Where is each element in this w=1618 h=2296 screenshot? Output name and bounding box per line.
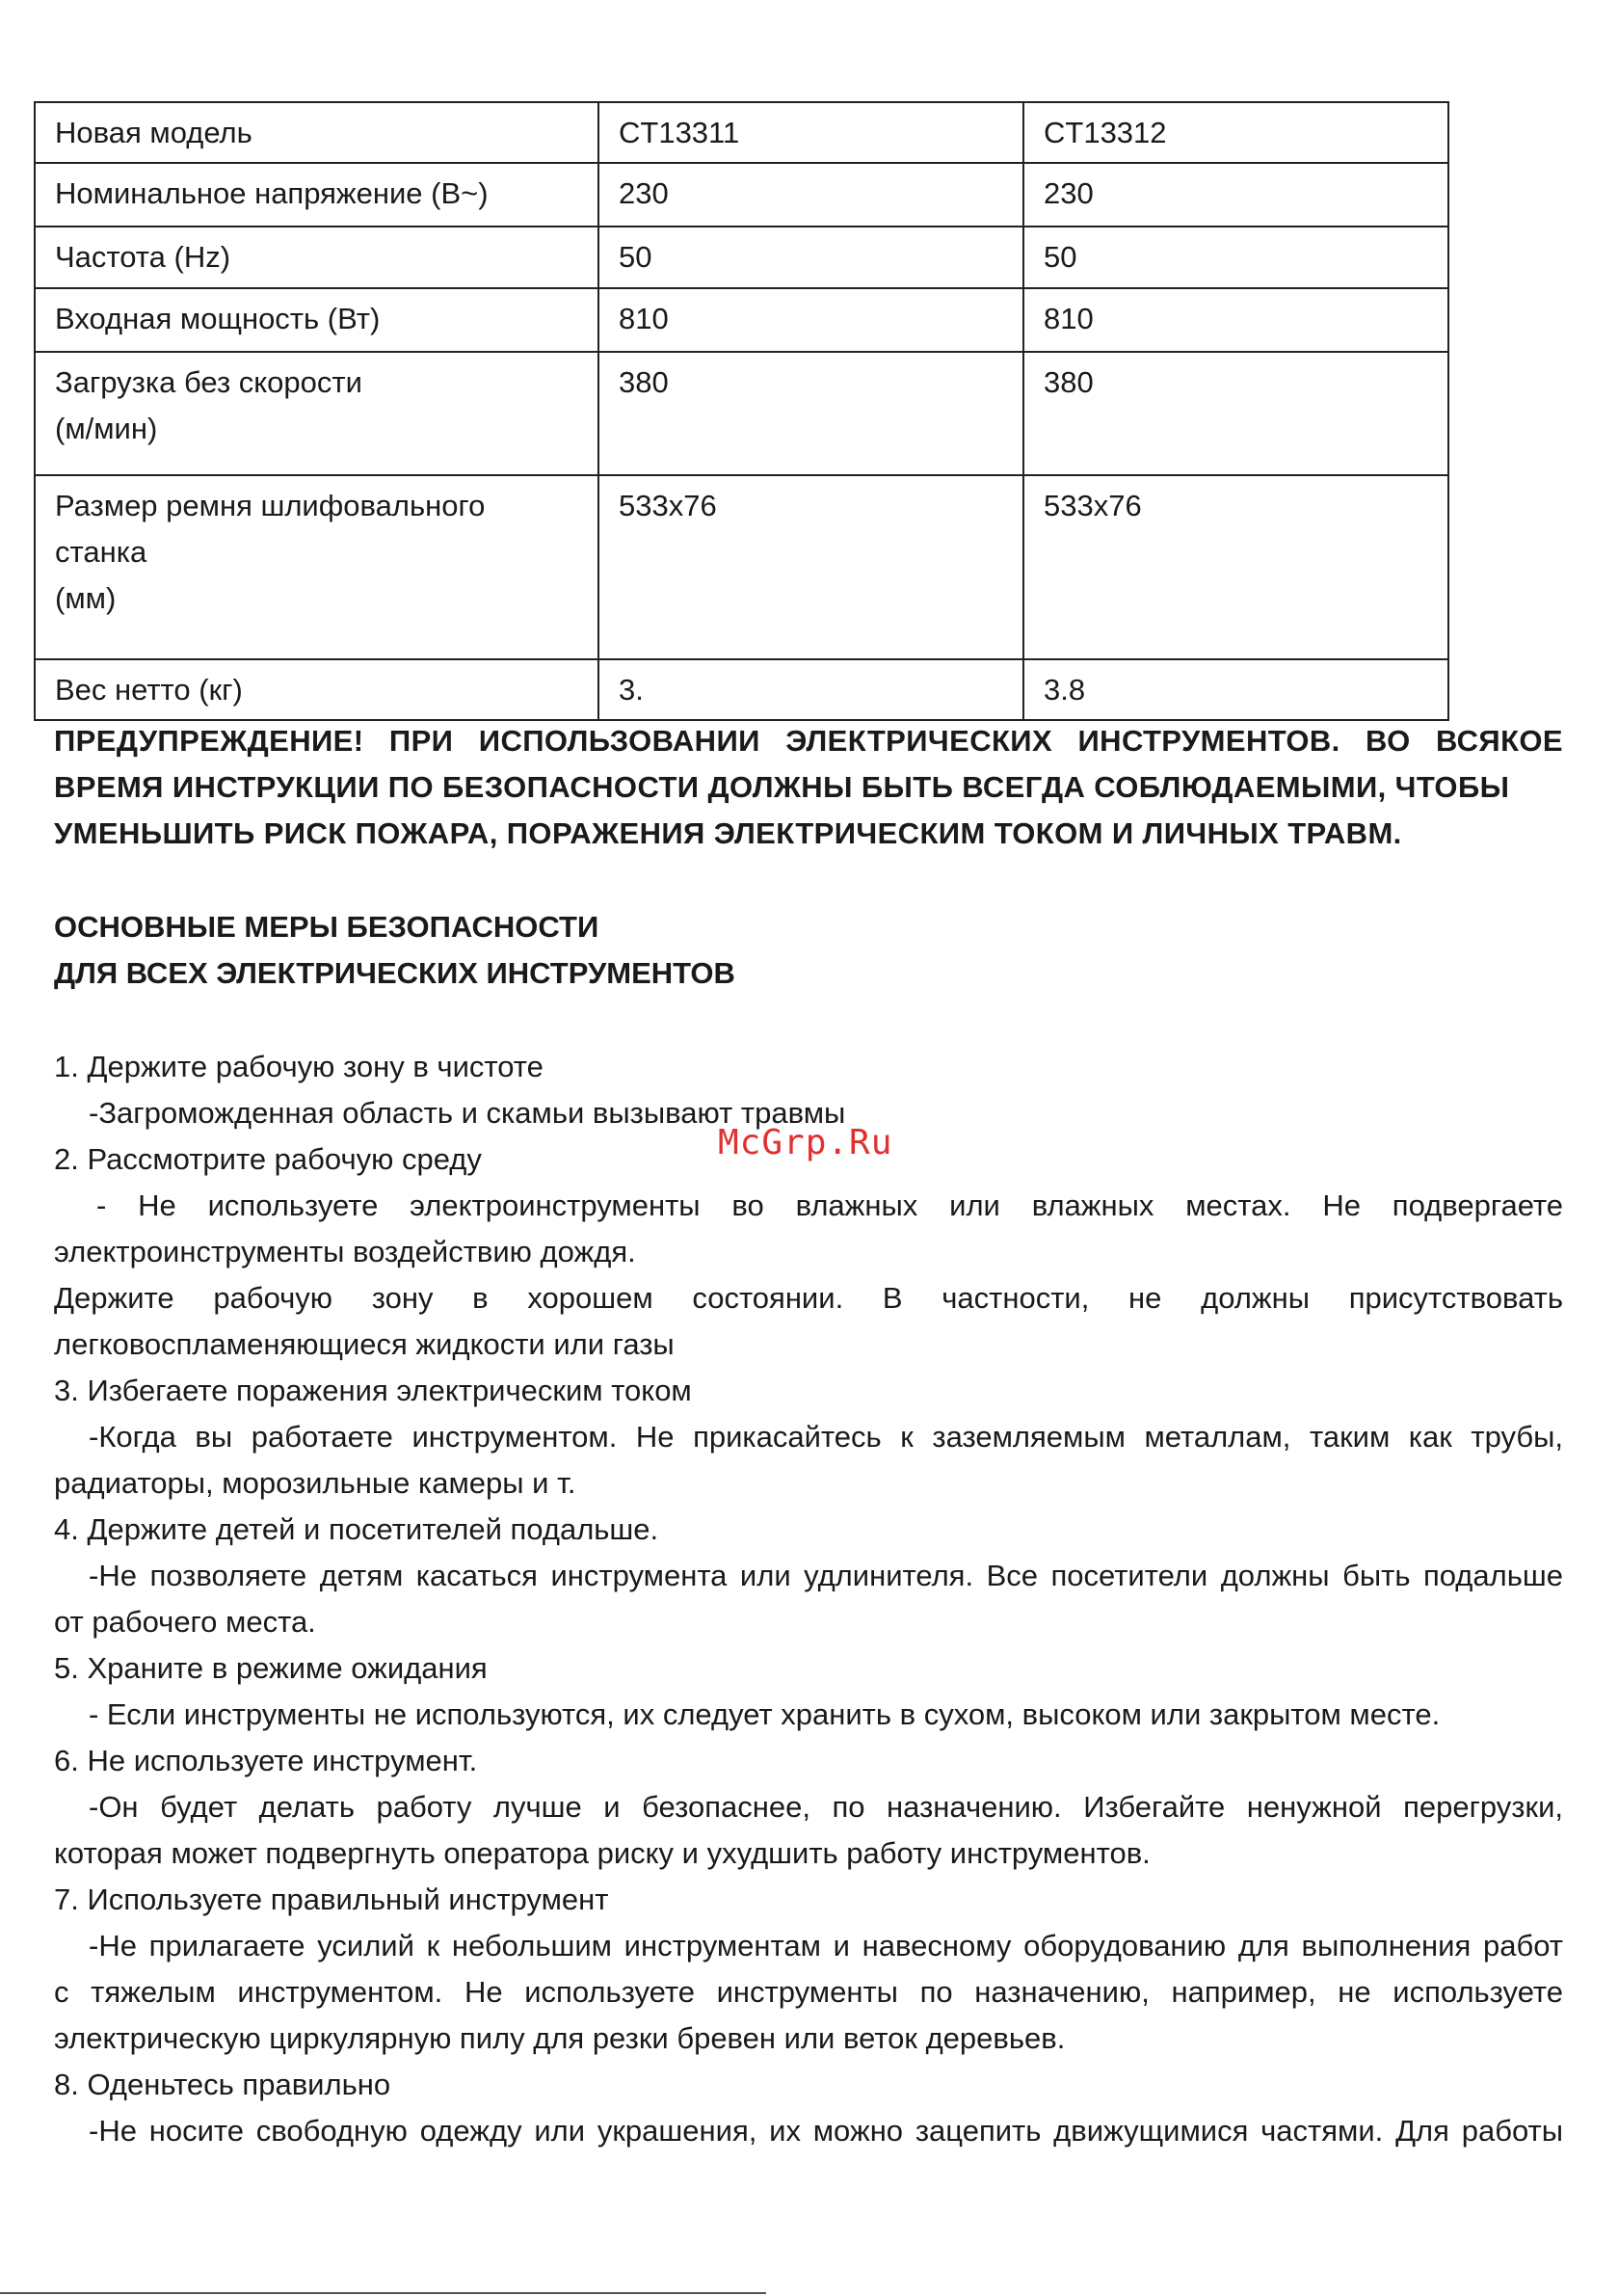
rule-text: радиаторы, морозильные камеры и т. (54, 1466, 576, 1500)
rule-text: которая может подвергнуть оператора риску и ухудшить работу инструментов. (54, 1836, 1151, 1870)
rule-text: -Он будет делать работу лучше и безопаснее, по назначению. Избегайте ненужной перегрузки, (89, 1790, 1563, 1824)
rule-text: -Не прилагаете усилий к небольшим инструментам и навесному оборудованию для выполнения работ (89, 1929, 1563, 1962)
rule-heading: 1. Держите рабочую зону в чистоте (54, 1050, 544, 1083)
rule-text: -Когда вы работаете инструментом. Не прикасайтесь к заземляемым металлам, таким как трубы, (89, 1420, 1563, 1454)
spec-label-line: станка (55, 535, 147, 569)
spec-label: Вес нетто (кг) (35, 659, 598, 720)
spec-value-model-1: 230 (598, 163, 1023, 227)
spec-value-model-1: 533x76 (598, 475, 1023, 659)
section-title (54, 904, 1403, 997)
rule-text: -Не позволяете детям касаться инструмента или удлинителя. Все посетители должны быть подальше (89, 1559, 1563, 1592)
table-row (35, 475, 1448, 659)
spec-label: Частота (Hz) (35, 227, 598, 288)
rule-text: с тяжелым инструментом. Не используете инструменты по назначению, например, не используете (54, 1975, 1563, 2009)
specifications-table (34, 101, 1449, 721)
table-row (35, 659, 1448, 720)
safety-warning (54, 718, 1563, 857)
rule-text: легковоспламеняющиеся жидкости или газы (54, 1327, 675, 1361)
rule-heading: 6. Не используете инструмент. (54, 1744, 478, 1777)
table-row (35, 288, 1448, 352)
table-row (35, 163, 1448, 227)
spec-label (35, 475, 598, 659)
rule-text: Держите рабочую зону в хорошем состоянии. В частности, не должны присутствовать (54, 1281, 1563, 1315)
warning-text: ПРЕДУПРЕЖДЕНИЕ! ПРИ ИСПОЛЬЗОВАНИИ ЭЛЕКТРИЧЕСКИХ ИНСТРУМЕНТОВ. ВО ВСЯКОЕ ВРЕМЯ ИНСТРУКЦИИ ПО БЕЗОПАСНОСТИ ДОЛЖНЫ БЫТЬ ВСЕГДА СОБЛЮДАЕМЫМИ, ЧТОБЫ (54, 724, 1563, 804)
table-row (35, 227, 1448, 288)
spec-value-model-2: 230 (1023, 163, 1448, 227)
spec-value-model-1: 380 (598, 352, 1023, 475)
rule-text: электроинструменты воздействию дождя. (54, 1235, 636, 1268)
rule-heading: 5. Храните в режиме ожидания (54, 1651, 488, 1685)
table-row (35, 352, 1448, 475)
rule-text: -Не носите свободную одежду или украшения, их можно зацепить движущимися частями. Для работы (89, 2114, 1563, 2148)
spec-label-line: (мм) (55, 581, 117, 615)
rule-text: электрическую циркулярную пилу для резки бревен или веток деревьев. (54, 2021, 1066, 2055)
warning-text-last-line: УМЕНЬШИТЬ РИСК ПОЖАРА, ПОРАЖЕНИЯ ЭЛЕКТРИЧЕСКИМ ТОКОМ И ЛИЧНЫХ ТРАВМ. (54, 816, 1402, 850)
rule-text: - Если инструменты не используются, их следует хранить в сухом, высоком или закрытом месте. (89, 1697, 1441, 1731)
spec-label: Номинальное напряжение (В~) (35, 163, 598, 227)
safety-rules-list (54, 1044, 1563, 2154)
rule-text: от рабочего места. (54, 1605, 316, 1639)
spec-value-model-1: 50 (598, 227, 1023, 288)
section-title-line: ОСНОВНЫЕ МЕРЫ БЕЗОПАСНОСТИ (54, 910, 599, 944)
footer-divider (0, 2292, 766, 2294)
spec-label: Входная мощность (Вт) (35, 288, 598, 352)
spec-value-model-2: 380 (1023, 352, 1448, 475)
spec-label-line: Загрузка без скорости (55, 365, 362, 399)
spec-label (35, 352, 598, 475)
spec-value-model-2: 50 (1023, 227, 1448, 288)
spec-value-model-2: 3.8 (1023, 659, 1448, 720)
rule-heading: 4. Держите детей и посетителей подальше. (54, 1512, 659, 1546)
section-title-line: ДЛЯ ВСЕХ ЭЛЕКТРИЧЕСКИХ ИНСТРУМЕНТОВ (54, 956, 735, 990)
spec-value-model-2: 533x76 (1023, 475, 1448, 659)
table-row (35, 102, 1448, 163)
watermark: McGrp.Ru (718, 1123, 893, 1162)
rule-heading: 2. Рассмотрите рабочую среду (54, 1142, 482, 1176)
spec-value-model-1: 810 (598, 288, 1023, 352)
rule-text: -Загроможденная область и скамьи вызывают травмы (89, 1096, 846, 1130)
rule-text: - Не используете электроинструменты во влажных или влажных местах. Не подвергаете (96, 1188, 1563, 1222)
rule-heading: 8. Оденьтесь правильно (54, 2068, 391, 2101)
spec-label-line: (м/мин) (55, 412, 158, 445)
spec-value-model-1: CT13311 (598, 102, 1023, 163)
spec-label-line: Размер ремня шлифовального (55, 489, 486, 522)
spec-value-model-2: CT13312 (1023, 102, 1448, 163)
spec-label: Новая модель (35, 102, 598, 163)
spec-value-model-2: 810 (1023, 288, 1448, 352)
rule-heading: 7. Используете правильный инструмент (54, 1882, 609, 1916)
rule-heading: 3. Избегаете поражения электрическим током (54, 1374, 692, 1407)
spec-value-model-1: 3. (598, 659, 1023, 720)
